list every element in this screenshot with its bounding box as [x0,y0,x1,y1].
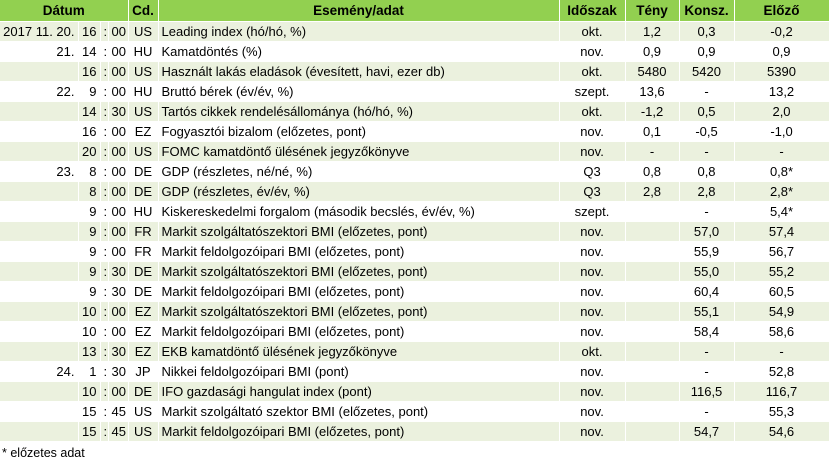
row-minute: 45 [108,402,128,422]
row-minute: 00 [108,202,128,222]
row-country-code: US [128,22,158,42]
row-time-separator: : [100,342,108,362]
row-minute: 00 [108,162,128,182]
row-minute: 00 [108,242,128,262]
row-previous: 60,5 [734,282,829,302]
row-time-separator: : [100,222,108,242]
row-event: Használt lakás eladások (évesített, havi, ezer db) [158,62,559,82]
row-hour: 15 [78,422,100,442]
row-time-separator: : [100,362,108,382]
row-country-code: JP [128,362,158,382]
row-actual: 5480 [625,62,679,82]
row-period: okt. [559,22,625,42]
row-previous: 0,9 [734,42,829,62]
row-actual: 0,1 [625,122,679,142]
row-date [0,62,78,82]
row-minute: 00 [108,182,128,202]
row-hour: 14 [78,102,100,122]
row-date: 2017 11. 20. [0,22,78,42]
row-time-separator: : [100,162,108,182]
row-actual [625,422,679,442]
footnote: * előzetes adat [2,446,85,460]
row-minute: 30 [108,342,128,362]
table-row [0,382,829,402]
table-row [0,202,829,222]
header-event: Esemény/adat [158,0,559,22]
row-actual [625,222,679,242]
row-period: okt. [559,62,625,82]
row-hour: 9 [78,82,100,102]
row-event: Markit szolgáltatószektori BMI (előzetes, pont) [158,222,559,242]
row-minute: 30 [108,262,128,282]
row-previous: 55,2 [734,262,829,282]
header-cd: Cd. [128,0,158,22]
row-hour: 15 [78,402,100,422]
row-period: nov. [559,362,625,382]
row-event: FOMC kamatdöntő ülésének jegyzőkönyve [158,142,559,162]
row-period: nov. [559,142,625,162]
row-previous: 57,4 [734,222,829,242]
row-minute: 30 [108,102,128,122]
row-hour: 9 [78,242,100,262]
table-row [0,322,829,342]
row-previous: -1,0 [734,122,829,142]
table-row [0,282,829,302]
row-country-code: DE [128,182,158,202]
header-consensus: Konsz. [679,0,734,22]
row-actual: 0,9 [625,42,679,62]
row-date [0,122,78,142]
row-previous: - [734,342,829,362]
row-previous: 116,7 [734,382,829,402]
row-minute: 00 [108,122,128,142]
row-event: Markit feldolgozóipari BMI (előzetes, pont) [158,242,559,262]
row-time-separator: : [100,382,108,402]
row-previous: 54,9 [734,302,829,322]
row-date [0,342,78,362]
row-hour: 16 [78,62,100,82]
row-period: szept. [559,82,625,102]
row-consensus: - [679,342,734,362]
row-time-separator: : [100,322,108,342]
row-hour: 9 [78,222,100,242]
row-previous: - [734,142,829,162]
row-actual [625,362,679,382]
row-consensus: - [679,362,734,382]
row-consensus: 60,4 [679,282,734,302]
row-date [0,382,78,402]
table-row [0,182,829,202]
header-datum: Dátum [0,0,128,22]
row-minute: 00 [108,322,128,342]
row-hour: 13 [78,342,100,362]
row-period: szept. [559,202,625,222]
row-country-code: HU [128,42,158,62]
row-period: nov. [559,402,625,422]
row-event: IFO gazdasági hangulat index (pont) [158,382,559,402]
row-actual [625,262,679,282]
table-row [0,162,829,182]
row-actual [625,302,679,322]
row-time-separator: : [100,182,108,202]
row-previous: 0,8* [734,162,829,182]
row-date [0,202,78,222]
row-event: Leading index (hó/hó, %) [158,22,559,42]
row-time-separator: : [100,242,108,262]
row-country-code: US [128,62,158,82]
row-previous: -0,2 [734,22,829,42]
row-actual: - [625,142,679,162]
row-period: nov. [559,422,625,442]
row-consensus: 116,5 [679,382,734,402]
row-hour: 10 [78,322,100,342]
row-consensus: - [679,402,734,422]
row-actual [625,342,679,362]
table-row [0,302,829,322]
row-country-code: DE [128,382,158,402]
row-date [0,222,78,242]
row-previous: 5390 [734,62,829,82]
row-period: nov. [559,322,625,342]
row-hour: 14 [78,42,100,62]
row-time-separator: : [100,142,108,162]
row-actual: 0,8 [625,162,679,182]
table-row [0,102,829,122]
row-date [0,182,78,202]
row-minute: 00 [108,42,128,62]
table-row [0,62,829,82]
row-consensus: 0,8 [679,162,734,182]
row-period: nov. [559,382,625,402]
row-actual: -1,2 [625,102,679,122]
table-row [0,82,829,102]
table-body [0,22,829,442]
row-actual [625,402,679,422]
row-date [0,142,78,162]
row-minute: 00 [108,62,128,82]
row-time-separator: : [100,82,108,102]
row-consensus: 57,0 [679,222,734,242]
table-row [0,422,829,442]
row-date: 23. [0,162,78,182]
row-consensus: - [679,82,734,102]
row-minute: 00 [108,222,128,242]
table-row [0,402,829,422]
row-period: okt. [559,342,625,362]
row-minute: 00 [108,382,128,402]
row-period: nov. [559,242,625,262]
row-hour: 1 [78,362,100,382]
table-row [0,342,829,362]
row-date: 22. [0,82,78,102]
row-time-separator: : [100,202,108,222]
row-hour: 10 [78,382,100,402]
row-time-separator: : [100,122,108,142]
row-period: nov. [559,302,625,322]
row-event: Markit feldolgozóipari BMI (előzetes, pont) [158,422,559,442]
row-date: 21. [0,42,78,62]
row-country-code: FR [128,242,158,262]
row-previous: 2,8* [734,182,829,202]
table-row [0,362,829,382]
row-event: EKB kamatdöntő ülésének jegyzőkönyve [158,342,559,362]
row-country-code: US [128,422,158,442]
row-date [0,242,78,262]
row-event: Markit szolgáltató szektor BMI (előzetes, pont) [158,402,559,422]
row-date [0,102,78,122]
row-country-code: US [128,102,158,122]
row-actual [625,202,679,222]
row-consensus: 0,3 [679,22,734,42]
row-event: Kamatdöntés (%) [158,42,559,62]
row-actual: 2,8 [625,182,679,202]
row-event: Tartós cikkek rendelésállománya (hó/hó, %) [158,102,559,122]
row-event: Markit szolgáltatószektori BMI (előzetes, pont) [158,262,559,282]
row-event: Kiskereskedelmi forgalom (második becslés, év/év, %) [158,202,559,222]
header-period: Időszak [559,0,625,22]
row-country-code: HU [128,202,158,222]
row-consensus: 5420 [679,62,734,82]
table-row [0,122,829,142]
row-actual: 13,6 [625,82,679,102]
row-period: nov. [559,282,625,302]
table-row [0,222,829,242]
row-period: okt. [559,102,625,122]
row-time-separator: : [100,302,108,322]
row-actual [625,242,679,262]
table-header-row [0,0,829,22]
row-consensus: 55,1 [679,302,734,322]
row-consensus: 58,4 [679,322,734,342]
row-consensus: 2,8 [679,182,734,202]
row-period: nov. [559,42,625,62]
row-consensus: -0,5 [679,122,734,142]
table-row [0,42,829,62]
row-hour: 9 [78,282,100,302]
row-country-code: EZ [128,322,158,342]
row-minute: 30 [108,282,128,302]
row-time-separator: : [100,402,108,422]
row-country-code: DE [128,262,158,282]
row-hour: 9 [78,262,100,282]
row-previous: 55,3 [734,402,829,422]
row-minute: 00 [108,22,128,42]
row-period: Q3 [559,182,625,202]
row-consensus: 0,5 [679,102,734,122]
row-event: Markit feldolgozóipari BMI (előzetes, pont) [158,322,559,342]
row-consensus: - [679,142,734,162]
row-country-code: EZ [128,122,158,142]
row-event: Fogyasztói bizalom (előzetes, pont) [158,122,559,142]
row-event: GDP (részletes, né/né, %) [158,162,559,182]
row-hour: 8 [78,182,100,202]
row-event: Bruttó bérek (év/év, %) [158,82,559,102]
row-event: Markit szolgáltatószektori BMI (előzetes, pont) [158,302,559,322]
header-actual: Tény [625,0,679,22]
row-event: GDP (részletes, év/év, %) [158,182,559,202]
row-actual [625,322,679,342]
row-previous: 5,4* [734,202,829,222]
row-time-separator: : [100,22,108,42]
row-time-separator: : [100,62,108,82]
table-row [0,142,829,162]
row-country-code: FR [128,222,158,242]
row-hour: 10 [78,302,100,322]
header-previous: Előző [734,0,829,22]
row-time-separator: : [100,42,108,62]
row-consensus: 54,7 [679,422,734,442]
table-row [0,22,829,42]
row-event: Markit feldolgozóipari BMI (előzetes, pont) [158,282,559,302]
row-date: 24. [0,362,78,382]
row-minute: 00 [108,82,128,102]
row-time-separator: : [100,282,108,302]
row-previous: 54,6 [734,422,829,442]
row-country-code: US [128,402,158,422]
row-actual [625,282,679,302]
row-previous: 58,6 [734,322,829,342]
row-date [0,282,78,302]
row-consensus: 55,0 [679,262,734,282]
table-row [0,262,829,282]
row-time-separator: : [100,262,108,282]
row-consensus: 55,9 [679,242,734,262]
row-minute: 00 [108,302,128,322]
row-country-code: HU [128,82,158,102]
row-previous: 56,7 [734,242,829,262]
row-time-separator: : [100,102,108,122]
row-hour: 9 [78,202,100,222]
row-hour: 16 [78,22,100,42]
row-country-code: EZ [128,302,158,322]
row-event: Nikkei feldolgozóipari BMI (pont) [158,362,559,382]
row-previous: 52,8 [734,362,829,382]
row-minute: 00 [108,142,128,162]
row-time-separator: : [100,422,108,442]
row-hour: 20 [78,142,100,162]
row-period: Q3 [559,162,625,182]
row-period: nov. [559,262,625,282]
row-date [0,422,78,442]
row-period: nov. [559,222,625,242]
row-consensus: 0,9 [679,42,734,62]
row-period: nov. [559,122,625,142]
row-country-code: EZ [128,342,158,362]
row-minute: 30 [108,362,128,382]
row-date [0,302,78,322]
row-country-code: DE [128,162,158,182]
row-actual [625,382,679,402]
row-date [0,402,78,422]
row-hour: 8 [78,162,100,182]
row-date [0,322,78,342]
row-actual: 1,2 [625,22,679,42]
row-previous: 2,0 [734,102,829,122]
row-hour: 16 [78,122,100,142]
row-country-code: US [128,142,158,162]
row-country-code: DE [128,282,158,302]
row-date [0,262,78,282]
table-row [0,242,829,262]
row-previous: 13,2 [734,82,829,102]
row-consensus: - [679,202,734,222]
row-minute: 45 [108,422,128,442]
